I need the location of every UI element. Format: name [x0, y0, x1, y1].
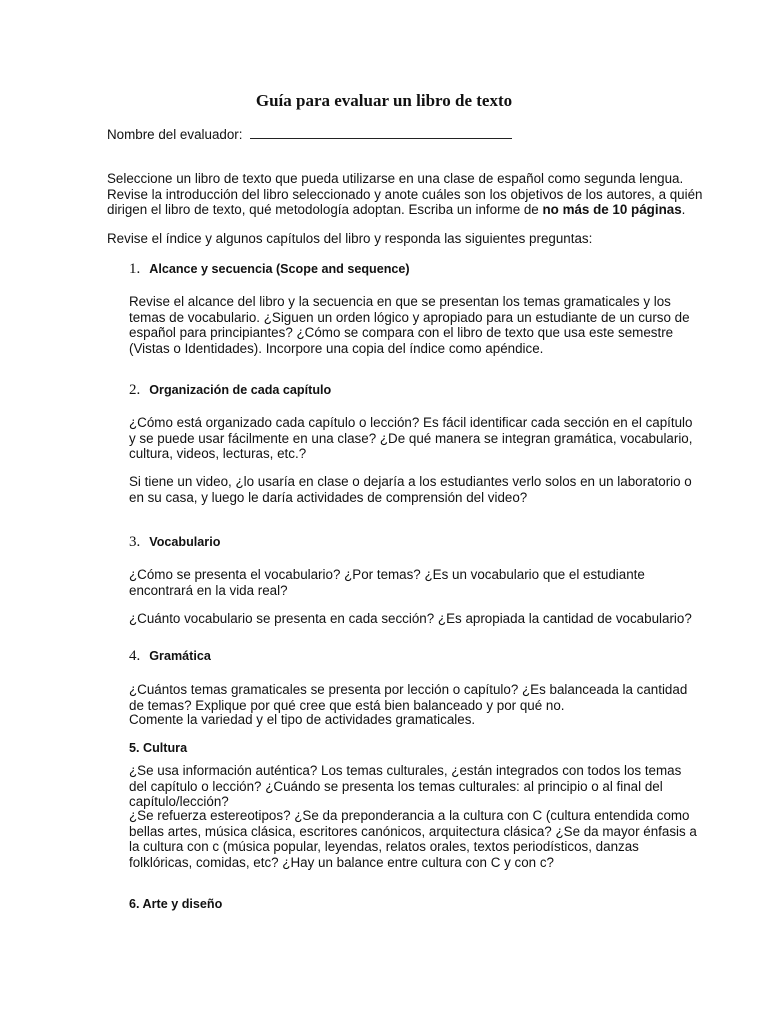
section-5-paragraph-1: ¿Se usa información auténtica? Los temas culturales, ¿están integrados con todos los temas del capítulo o lección? ¿Cuándo se presenta los temas culturales: al principio o al final del capítulo/lección?	[129, 763, 682, 809]
section-1-paragraph-1: Revise el alcance del libro y la secuencia en que se presentan los temas gramaticales y los temas de vocabulario. ¿Siguen un orden lógico y apropiado para un estudiante de un curso de español para principiantes? ¿Cómo se compara con el libro de texto que usa este semestre (Vistas o Identidades). Incorpore una copia del índice como apéndice.	[129, 294, 690, 356]
section-title: Gramática	[149, 649, 211, 663]
section-5-heading	[129, 740, 187, 755]
intro-text: Seleccione un libro de texto que pueda utilizarse en una clase de español como segunda lengua. Revise la introducción del libro seleccionado y anote cuáles son los objetivos de los autores, a quién dirigen el libro de texto, qué metodología adoptan. Escriba un informe de	[107, 171, 703, 217]
intro-end: .	[681, 202, 686, 217]
section-3-heading	[129, 534, 220, 551]
section-5-paragraph-2: ¿Se refuerza estereotipos? ¿Se da preponderancia a la cultura con C (cultura entendida como bellas artes, música clásica, escritores canónicos, arquitectura clásica? ¿Se da mayor énfasis a la cultura con c (música popular, leyendas, relatos orales, textos periodísticos, danzas folklóricas, comidas, etc? ¿Hay un balance entre cultura con C y con c?	[129, 808, 697, 870]
section-title: Vocabulario	[149, 535, 221, 549]
section-title: 5. Cultura	[129, 741, 188, 755]
section-number: 3.	[129, 534, 141, 550]
evaluator-name-blank	[250, 126, 512, 139]
section-number: 2.	[129, 382, 141, 398]
section-4-paragraph-2: Comente la variedad y el tipo de actividades gramaticales.	[129, 712, 476, 727]
section-title: 6. Arte y diseño	[129, 897, 223, 911]
evaluator-name-line	[107, 126, 512, 142]
section-2-paragraph-1: ¿Cómo está organizado cada capítulo o lección? Es fácil identificar cada sección en el capítulo y se puede usar fácilmente en una clase? ¿De qué manera se integran gramática, vocabulario, cultura, videos, lecturas, etc.?	[129, 415, 693, 461]
section-title: Organización de cada capítulo	[149, 383, 332, 397]
section-6-heading	[129, 896, 222, 911]
section-2-paragraph-2: Si tiene un video, ¿lo usaría en clase o dejaría a los estudiantes verlo solos en un laboratorio o en su casa, y luego le daría actividades de comprensión del video?	[129, 474, 692, 505]
section-title: Alcance y secuencia (Scope and sequence)	[149, 262, 410, 276]
evaluator-label: Nombre del evaluador:	[107, 127, 243, 142]
section-number: 1.	[129, 261, 141, 277]
section-3-paragraph-1: ¿Cómo se presenta el vocabulario? ¿Por temas? ¿Es un vocabulario que el estudiante encontrará en la vida real?	[129, 567, 645, 598]
instruction-paragraph: Revise el índice y algunos capítulos del libro y responda las siguientes preguntas:	[107, 231, 593, 246]
document-title: Guía para evaluar un libro de texto	[255, 91, 513, 110]
section-4-heading	[129, 648, 211, 665]
intro-paragraph	[107, 171, 707, 218]
section-1-heading	[129, 261, 410, 278]
section-4-paragraph-1: ¿Cuántos temas gramaticales se presenta por lección o capítulo? ¿Es balanceada la cantidad de temas? Explique por qué cree que está bien balanceado y por qué no.	[129, 682, 688, 713]
section-3-paragraph-2: ¿Cuánto vocabulario se presenta en cada sección? ¿Es apropiada la cantidad de vocabulario?	[129, 611, 692, 626]
section-2-heading	[129, 382, 331, 399]
intro-emphasis: no más de 10 páginas	[542, 202, 682, 217]
section-number: 4.	[129, 648, 141, 664]
